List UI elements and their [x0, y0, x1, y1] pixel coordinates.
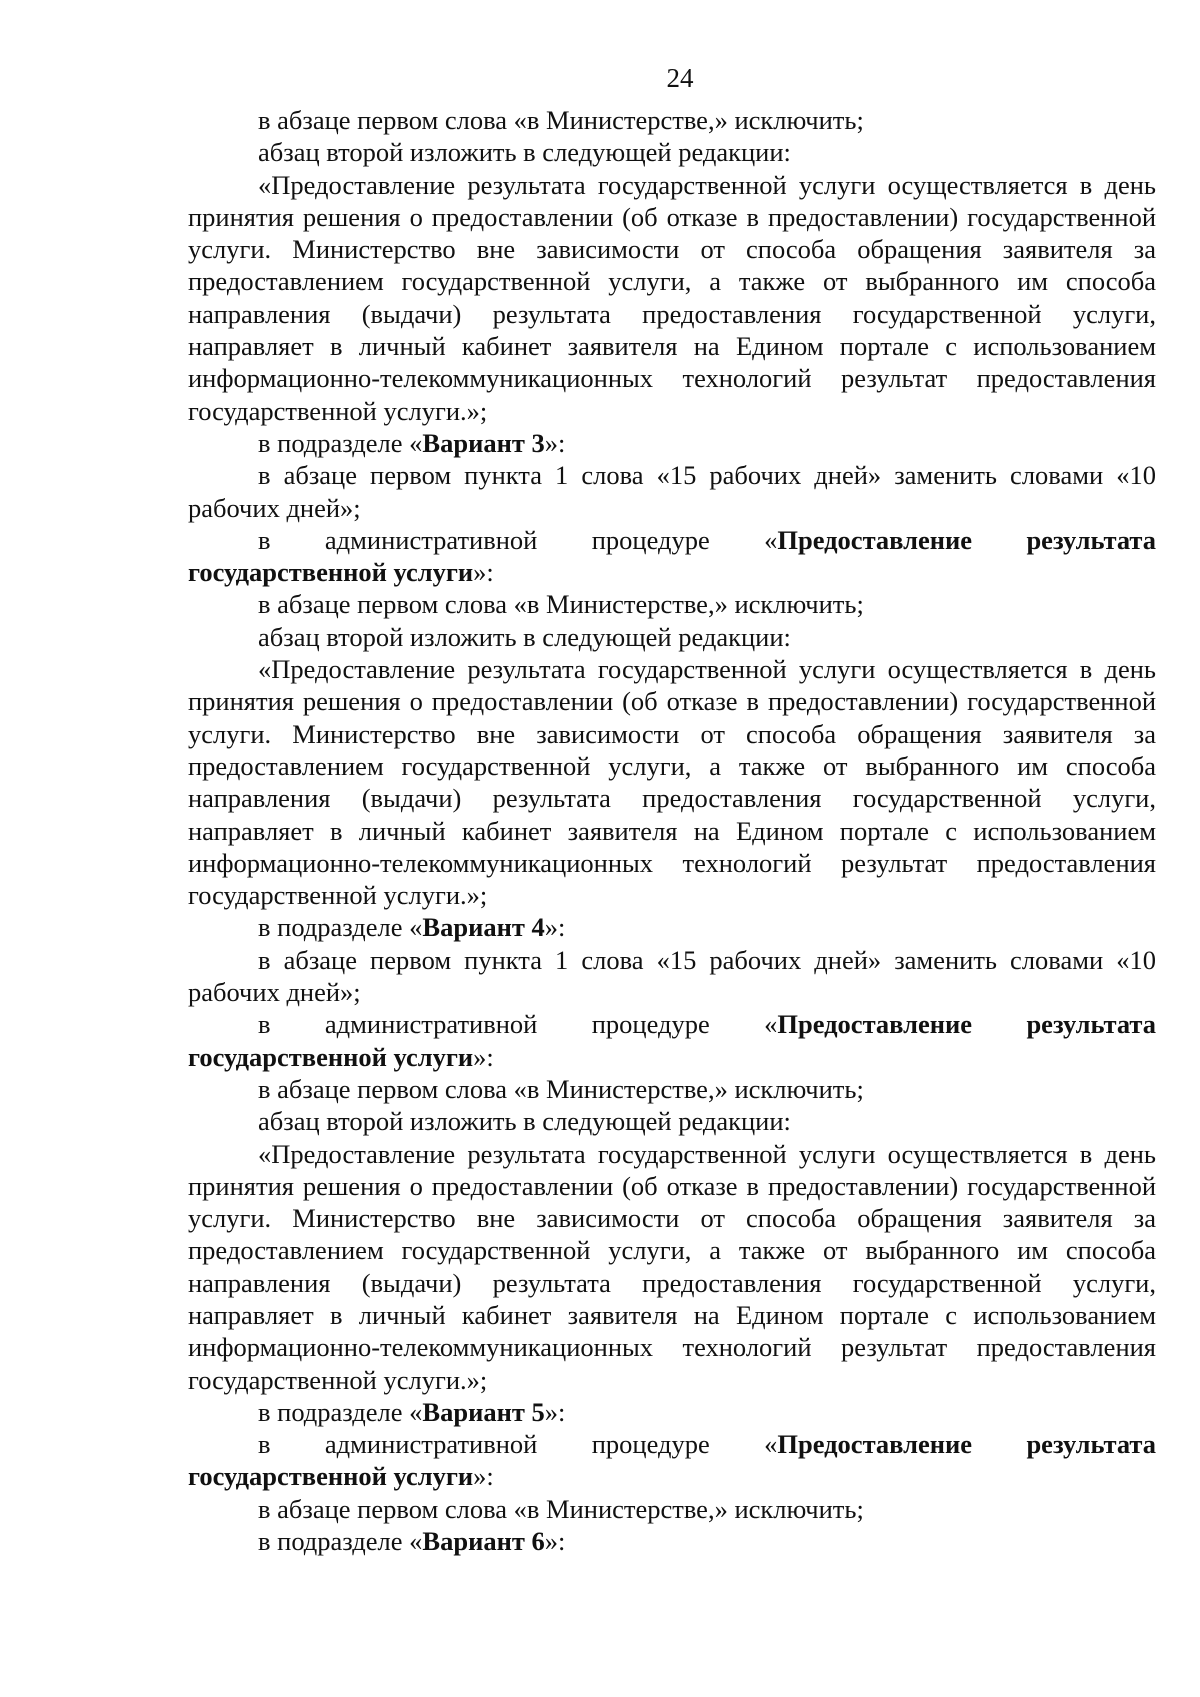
text-run: »:: [473, 557, 494, 588]
paragraph-p5: [188, 459, 1156, 524]
paragraph-p8: [188, 621, 1156, 653]
text-run: абзац второй изложить в следующей редакции:: [258, 137, 791, 168]
bold-run: Предоставление результата государственной услуги: [188, 1009, 1156, 1072]
paragraph-p4: [188, 427, 1156, 459]
document-body: [188, 104, 1156, 1557]
text-run: абзац второй изложить в следующей редакции:: [258, 1106, 791, 1137]
text-run: в абзаце первом слова «в Министерстве,» исключить;: [258, 1073, 864, 1104]
bold-run: Вариант 3: [422, 427, 545, 458]
bold-run: Предоставление результата государственной услуги: [188, 1429, 1156, 1492]
paragraph-p9: [188, 653, 1156, 911]
paragraph-p6: [188, 524, 1156, 589]
text-run: »:: [473, 1461, 494, 1492]
text-run: в абзаце первом пункта 1 слова «15 рабочих дней» заменить словами «10 рабочих дней»;: [188, 460, 1156, 523]
text-run: в абзаце первом слова «в Министерстве,» исключить;: [258, 589, 864, 620]
text-run: «Предоставление результата государственной услуги осуществляется в день принятия решения о предоставлении (об отказе в предоставлении) государственной услуги. Министерство вне зависимости от способа обращения заявителя за предоставлением государственной услуги, а также от выбранного им способа направления (выдачи) результата предоставления государственной услуги, направляет в личный кабинет заявителя на Едином портале с использованием информационно-телекоммуникационных технологий результат предоставления государственной услуги.»;: [188, 169, 1156, 426]
text-run: «Предоставление результата государственной услуги осуществляется в день принятия решения о предоставлении (об отказе в предоставлении) государственной услуги. Министерство вне зависимости от способа обращения заявителя за предоставлением государственной услуги, а также от выбранного им способа направления (выдачи) результата предоставления государственной услуги, направляет в личный кабинет заявителя на Едином портале с использованием информационно-телекоммуникационных технологий результат предоставления государственной услуги.»;: [188, 654, 1156, 911]
text-run: »:: [473, 1041, 494, 1072]
paragraph-p1: [188, 104, 1156, 136]
paragraph-p7: [188, 588, 1156, 620]
paragraph-p14: [188, 1105, 1156, 1137]
paragraph-p12: [188, 1008, 1156, 1073]
text-run: »:: [544, 1526, 566, 1557]
paragraph-p15: [188, 1138, 1156, 1396]
paragraph-p10: [188, 911, 1156, 943]
paragraph-p16: [188, 1396, 1156, 1428]
text-run: в административной процедуре «: [258, 524, 778, 555]
paragraph-p11: [188, 944, 1156, 1009]
text-run: »:: [544, 427, 566, 458]
text-run: в абзаце первом пункта 1 слова «15 рабочих дней» заменить словами «10 рабочих дней»;: [188, 944, 1156, 1008]
bold-run: Предоставление результата государственной услуги: [188, 524, 1156, 588]
text-run: абзац второй изложить в следующей редакции:: [258, 621, 791, 652]
text-run: в административной процедуре «: [258, 1429, 778, 1460]
text-run: в абзаце первом слова «в Министерстве,» исключить;: [258, 1493, 864, 1524]
paragraph-p3: [188, 169, 1156, 427]
paragraph-p18: [188, 1493, 1156, 1525]
bold-run: Вариант 4: [422, 912, 545, 943]
bold-run: Вариант 5: [422, 1396, 545, 1427]
text-run: «Предоставление результата государственной услуги осуществляется в день принятия решения о предоставлении (об отказе в предоставлении) государственной услуги. Министерство вне зависимости от способа обращения заявителя за предоставлением государственной услуги, а также от выбранного им способа направления (выдачи) результата предоставления государственной услуги, направляет в личный кабинет заявителя на Едином портале с использованием информационно-телекоммуникационных технологий результат предоставления государственной услуги.»;: [188, 1138, 1156, 1395]
bold-run: Вариант 6: [422, 1526, 545, 1557]
text-run: »:: [544, 1396, 566, 1427]
text-run: в подразделе «: [258, 1396, 423, 1427]
text-run: »:: [544, 912, 566, 943]
text-run: в подразделе «: [258, 1526, 423, 1557]
text-run: в административной процедуре «: [258, 1009, 778, 1040]
paragraph-p2: [188, 136, 1156, 168]
paragraph-p19: [188, 1525, 1156, 1557]
text-run: в подразделе «: [258, 427, 423, 458]
paragraph-p13: [188, 1073, 1156, 1105]
page-number: 24: [666, 63, 694, 93]
text-run: в абзаце первом слова «в Министерстве,» исключить;: [258, 105, 864, 135]
paragraph-p17: [188, 1428, 1156, 1493]
text-run: в подразделе «: [258, 912, 423, 943]
